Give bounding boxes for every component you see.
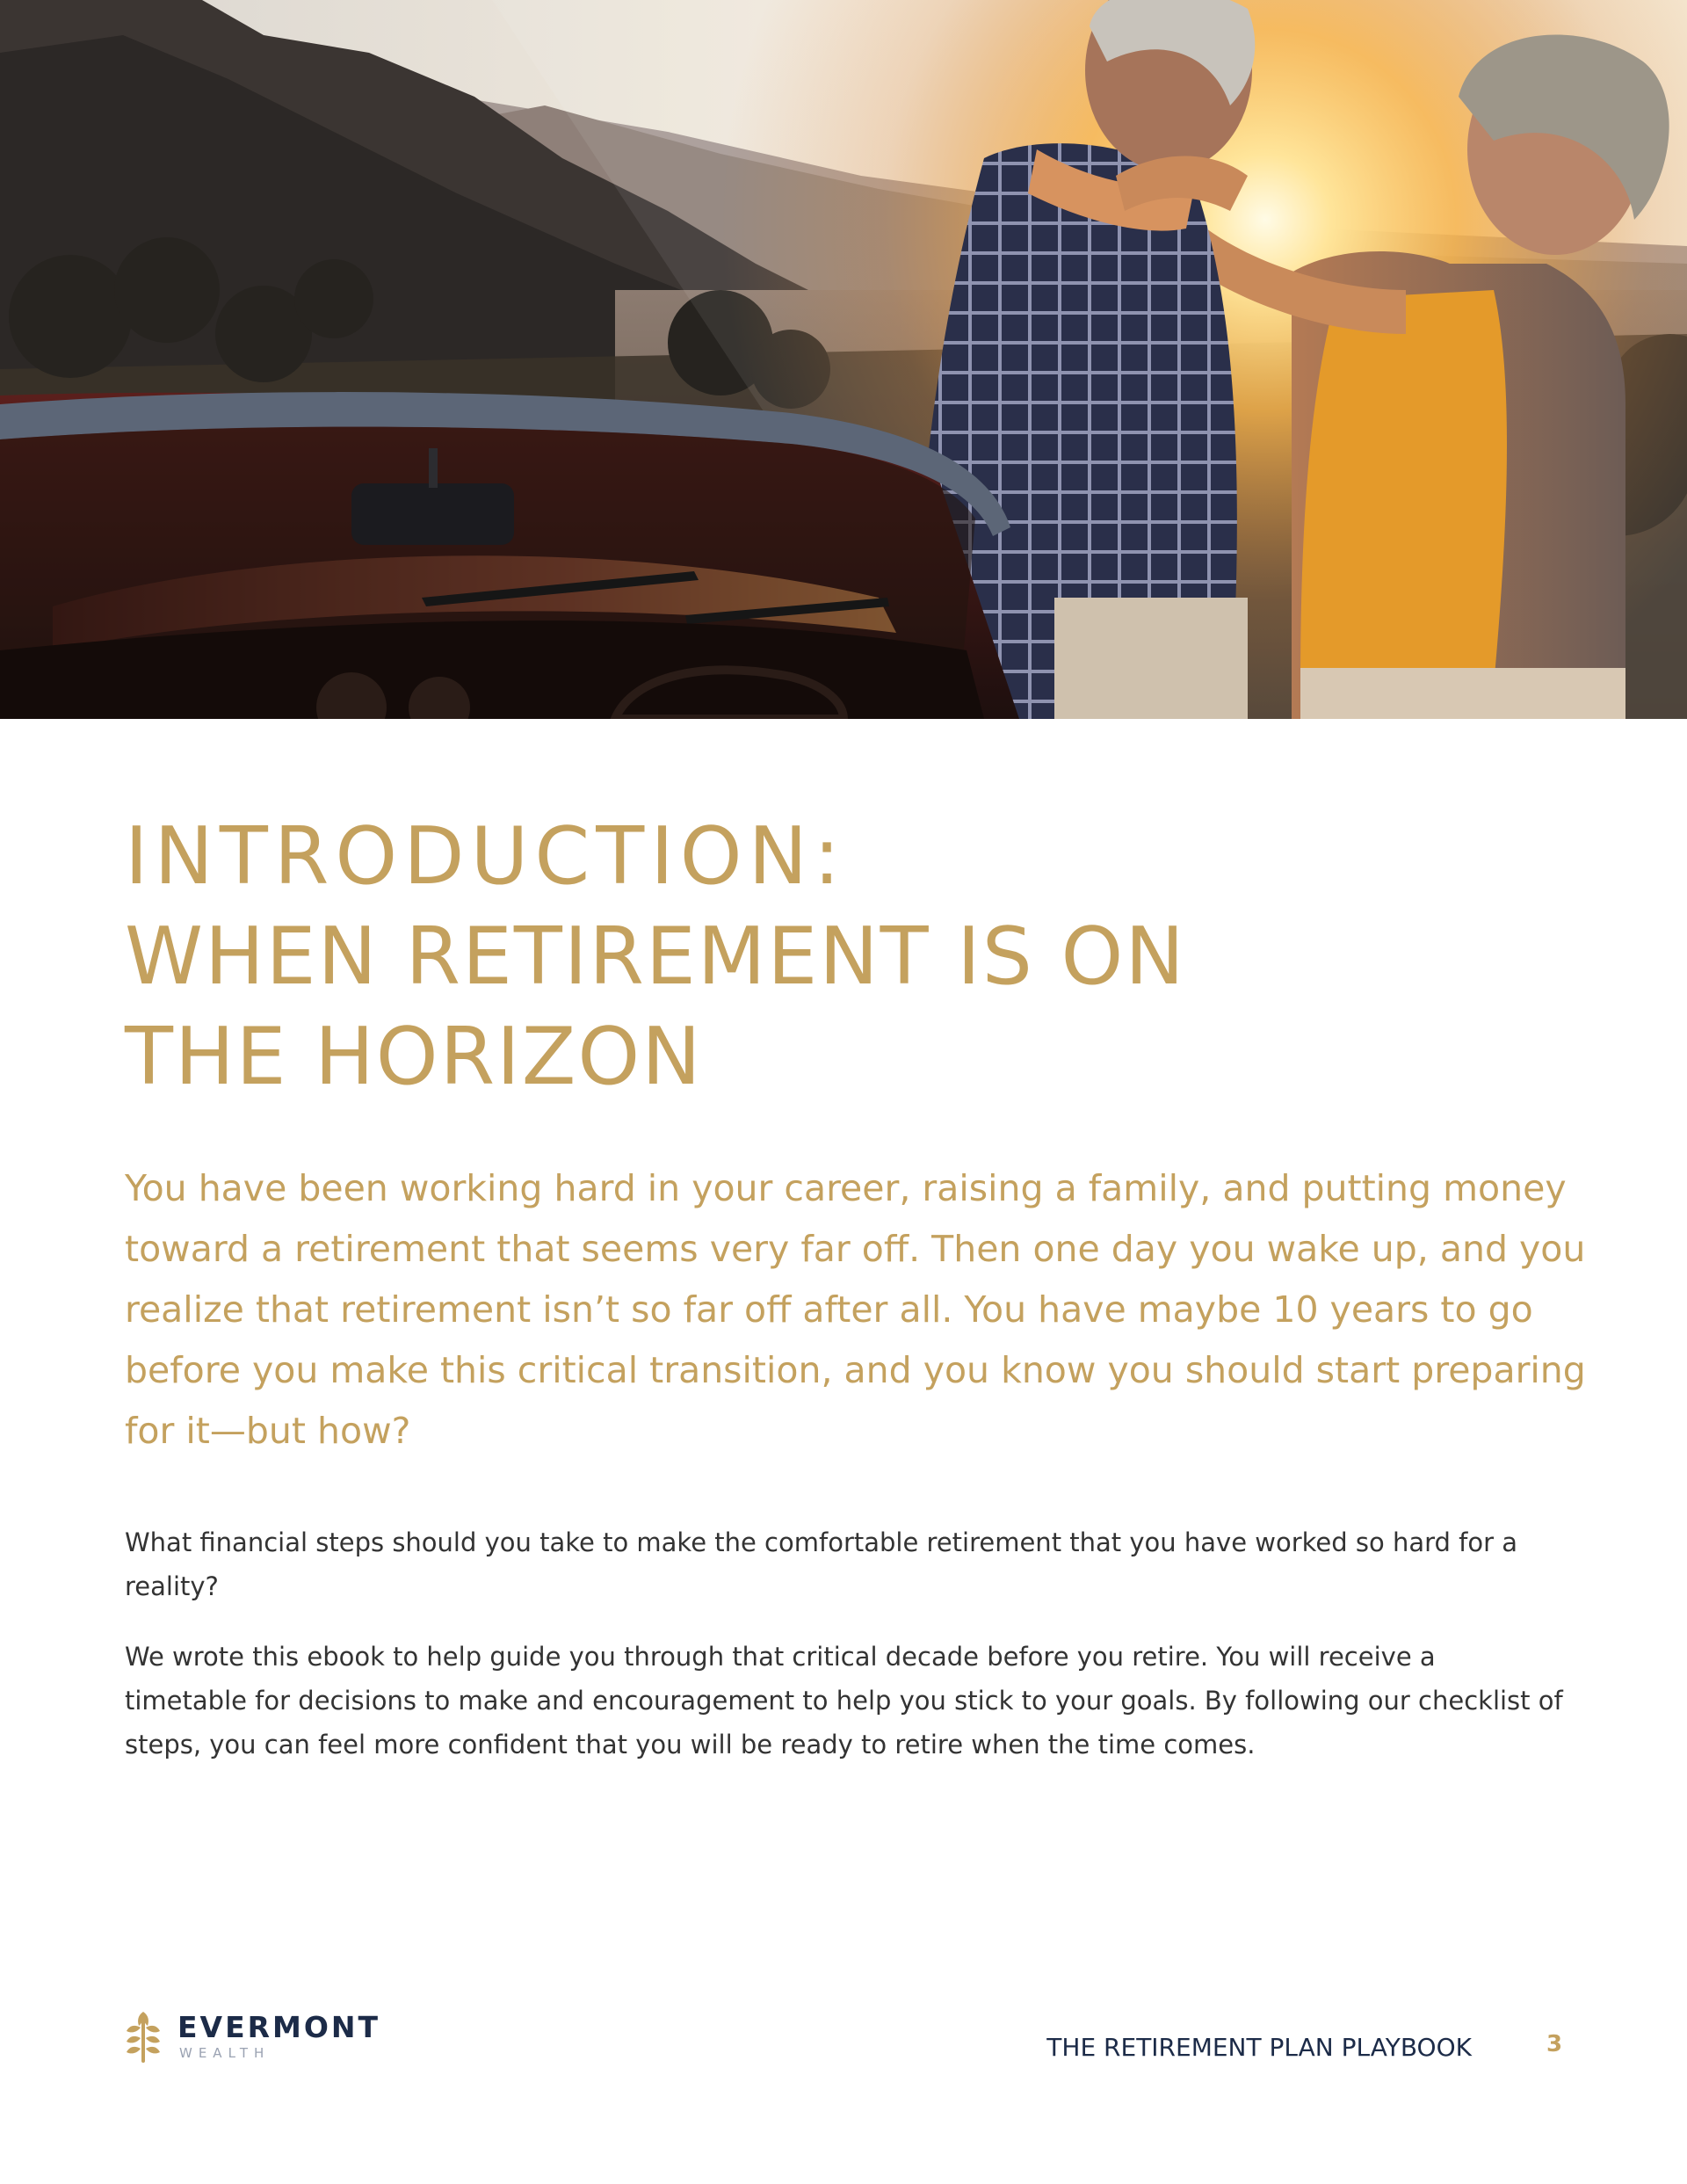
body-paragraph xyxy=(125,1635,1575,1767)
brand-subtitle: WEALTH xyxy=(179,2045,271,2061)
body-line: timetable for decisions to make and encouragement to help you stick to your goals. By following our checklist of xyxy=(125,1686,1563,1716)
brand-name: EVERMONT xyxy=(177,2010,381,2044)
body-line: What financial steps should you take to make the comfortable retirement that you have worked so hard for a xyxy=(125,1527,1518,1557)
body-line: reality? xyxy=(125,1571,219,1601)
brand-logo xyxy=(123,2008,387,2070)
page-number: 3 xyxy=(1546,2031,1563,2057)
title-line: INTRODUCTION: xyxy=(125,810,847,903)
document-title: THE RETIREMENT PLAN PLAYBOOK xyxy=(1046,2033,1472,2062)
title-line: THE HORIZON xyxy=(125,1011,703,1103)
hero-photo xyxy=(0,0,1687,719)
lead-line: realize that retirement isn’t so far off after all. You have maybe 10 years to go xyxy=(125,1288,1533,1331)
page-title xyxy=(125,807,1531,1107)
lead-line: for it—but how? xyxy=(125,1410,411,1452)
body-paragraph xyxy=(125,1520,1575,1608)
wheat-sprig-icon xyxy=(123,2008,163,2064)
title-line: WHEN RETIREMENT IS ON xyxy=(125,911,1186,1003)
lead-paragraph xyxy=(125,1158,1586,1462)
lead-line: toward a retirement that seems very far off. Then one day you wake up, and you xyxy=(125,1228,1586,1270)
lead-line: before you make this critical transition, and you know you should start preparing xyxy=(125,1349,1586,1391)
body-line: steps, you can feel more confident that you will be ready to retire when the time comes. xyxy=(125,1730,1256,1760)
body-line: We wrote this ebook to help guide you through that critical decade before you retire. You will receive a xyxy=(125,1642,1436,1672)
lead-line: You have been working hard in your career, raising a family, and putting money xyxy=(125,1167,1567,1209)
